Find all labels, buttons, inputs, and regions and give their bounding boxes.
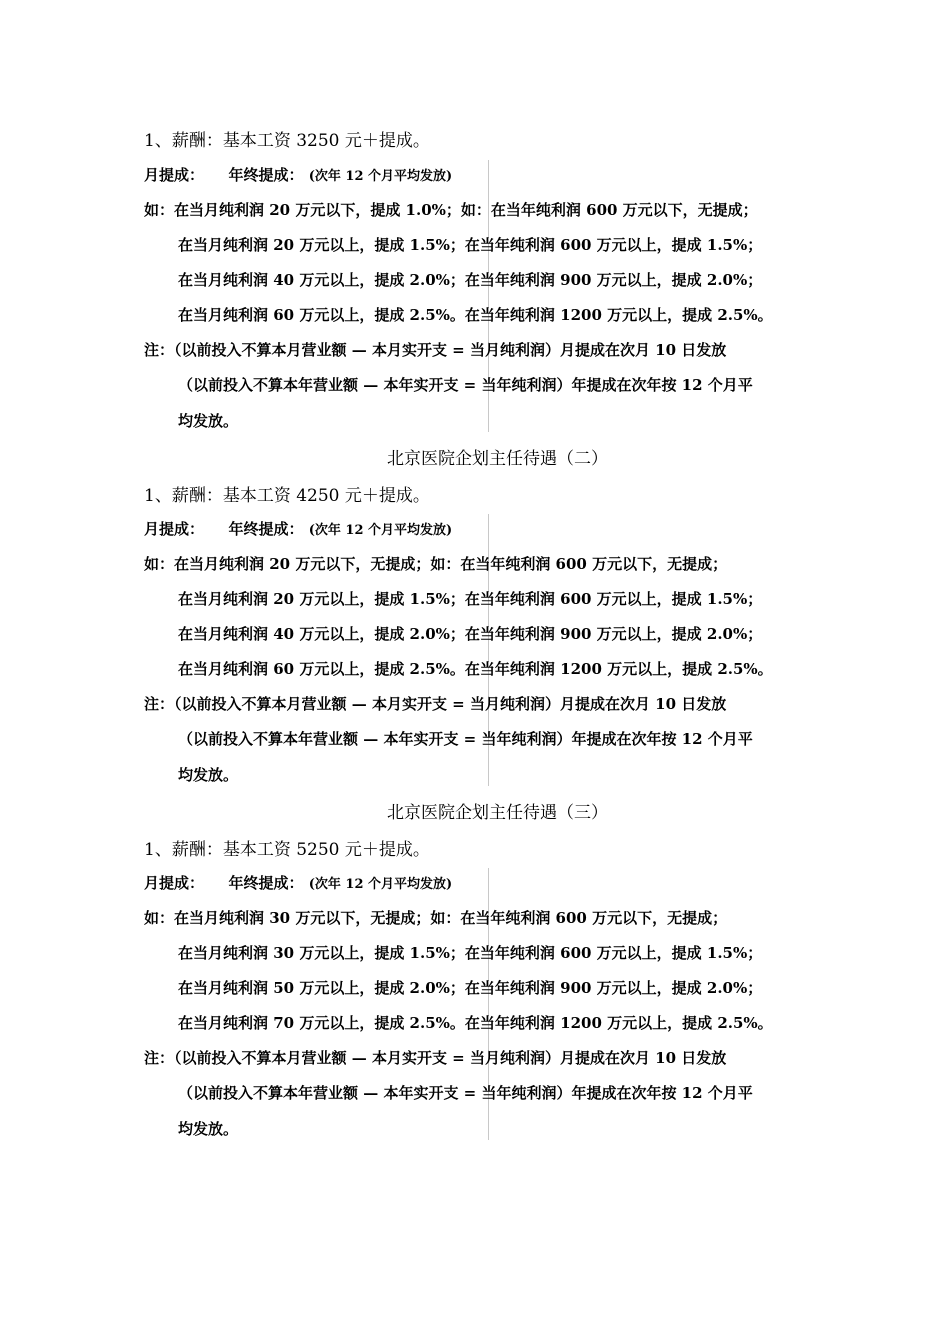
annual-tier: 如：在当年纯利润 600 万元以下，无提成； — [430, 555, 728, 573]
note-line-1: 注：（以前投入不算本月营业额 — 本月实开支 = 当月纯利润）月提成在次月 10 日发放 — [144, 341, 727, 359]
commission-row-1 — [144, 199, 758, 220]
note-line-3: 均发放。 — [178, 766, 239, 784]
note-line-2: （以前投入不算本年营业额 — 本年实开支 = 当年纯利润）年提成在次年按 12 个月平 — [178, 376, 753, 394]
annual-label: 年终提成： — [228, 520, 304, 538]
section-title: 北京医院企划主任待遇（二） — [387, 449, 608, 469]
annual-tier: 在当年纯利润 900 万元以上，提成 2.0%； — [464, 979, 763, 997]
annual-tier: 在当年纯利润 900 万元以上，提成 2.0%； — [464, 271, 763, 289]
monthly-tier: 在当月纯利润 40 万元以上，提成 2.0%； — [178, 271, 465, 289]
commission-row-2 — [178, 234, 762, 255]
monthly-tier: 如：在当月纯利润 30 万元以下，无提成； — [144, 909, 431, 927]
commission-row-4 — [178, 1012, 773, 1033]
commission-row-4 — [178, 658, 773, 679]
annual-label: 年终提成： — [228, 166, 304, 184]
monthly-tier: 在当月纯利润 20 万元以上，提成 1.5%； — [178, 236, 465, 254]
annual-note: (次年 12 个月平均发放) — [308, 169, 453, 184]
section-2 — [144, 444, 824, 789]
annual-note: (次年 12 个月平均发放) — [308, 877, 453, 892]
annual-tier: 在当年纯利润 600 万元以上，提成 1.5%； — [464, 236, 763, 254]
annual-tier: 如：在当年纯利润 600 万元以下，无提成； — [430, 909, 728, 927]
commission-header — [144, 164, 452, 185]
monthly-tier: 在当月纯利润 50 万元以上，提成 2.0%； — [178, 979, 465, 997]
monthly-tier: 如：在当月纯利润 20 万元以下，无提成； — [144, 555, 431, 573]
note-line-1: 注：（以前投入不算本月营业额 — 本月实开支 = 当月纯利润）月提成在次月 10 日发放 — [144, 1049, 727, 1067]
annual-tier: 如：在当年纯利润 600 万元以下，无提成； — [460, 201, 758, 219]
commission-row-3 — [178, 977, 762, 998]
commission-header — [144, 872, 452, 893]
annual-tier: 在当年纯利润 1200 万元以上，提成 2.5%。 — [464, 306, 773, 324]
monthly-tier: 在当月纯利润 60 万元以上，提成 2.5%。 — [178, 306, 465, 324]
annual-tier: 在当年纯利润 900 万元以上，提成 2.0%； — [464, 625, 763, 643]
monthly-tier: 在当月纯利润 60 万元以上，提成 2.5%。 — [178, 660, 465, 678]
annual-tier: 在当年纯利润 600 万元以上，提成 1.5%； — [464, 944, 763, 962]
note-line-2: （以前投入不算本年营业额 — 本年实开支 = 当年纯利润）年提成在次年按 12 个月平 — [178, 1084, 753, 1102]
commission-header — [144, 518, 452, 539]
monthly-tier: 在当月纯利润 40 万元以上，提成 2.0%； — [178, 625, 465, 643]
salary-line: 1、薪酬：基本工资 4250 元＋提成。 — [144, 486, 430, 506]
annual-tier: 在当年纯利润 1200 万元以上，提成 2.5%。 — [464, 1014, 773, 1032]
section-title: 北京医院企划主任待遇（三） — [387, 803, 608, 823]
commission-row-1 — [144, 907, 727, 928]
annual-tier: 在当年纯利润 600 万元以上，提成 1.5%； — [464, 590, 763, 608]
annual-label: 年终提成： — [228, 874, 304, 892]
commission-row-3 — [178, 269, 762, 290]
salary-line: 1、薪酬：基本工资 5250 元＋提成。 — [144, 840, 430, 860]
section-3 — [144, 798, 824, 1143]
note-line-3: 均发放。 — [178, 1120, 239, 1138]
commission-row-3 — [178, 623, 762, 644]
monthly-label: 月提成： — [144, 166, 205, 184]
section-1 — [144, 126, 824, 436]
salary-line: 1、薪酬：基本工资 3250 元＋提成。 — [144, 131, 430, 151]
note-line-1: 注：（以前投入不算本月营业额 — 本月实开支 = 当月纯利润）月提成在次月 10 日发放 — [144, 695, 727, 713]
monthly-tier: 在当月纯利润 20 万元以上，提成 1.5%； — [178, 590, 465, 608]
monthly-tier: 在当月纯利润 30 万元以上，提成 1.5%； — [178, 944, 465, 962]
note-line-2: （以前投入不算本年营业额 — 本年实开支 = 当年纯利润）年提成在次年按 12 个月平 — [178, 730, 753, 748]
commission-row-1 — [144, 553, 727, 574]
monthly-label: 月提成： — [144, 520, 205, 538]
annual-tier: 在当年纯利润 1200 万元以上，提成 2.5%。 — [464, 660, 773, 678]
annual-note: (次年 12 个月平均发放) — [308, 523, 453, 538]
monthly-tier: 如：在当月纯利润 20 万元以下，提成 1.0%； — [144, 201, 461, 219]
commission-row-2 — [178, 942, 762, 963]
monthly-tier: 在当月纯利润 70 万元以上，提成 2.5%。 — [178, 1014, 465, 1032]
note-line-3: 均发放。 — [178, 412, 239, 430]
commission-row-2 — [178, 588, 762, 609]
commission-row-4 — [178, 304, 773, 325]
monthly-label: 月提成： — [144, 874, 205, 892]
